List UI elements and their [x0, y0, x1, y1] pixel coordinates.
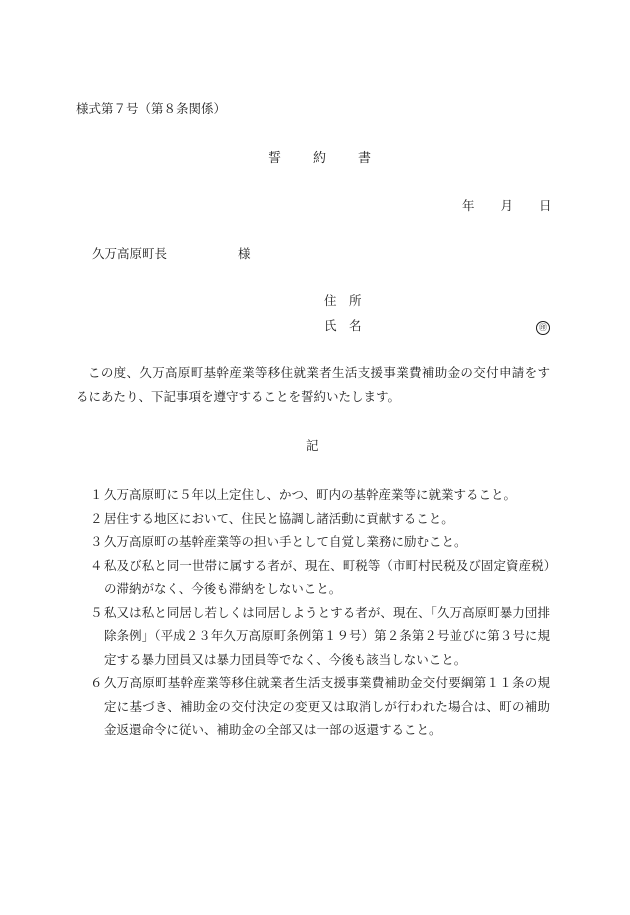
item-text: 久万高原町に５年以上定住し、かつ、町内の基幹産業等に就業すること。: [104, 487, 517, 502]
title-char-3: 書: [358, 151, 372, 166]
pledge-statement: この度、久万高原町基幹産業等移住就業者生活支援事業費補助金の交付申請をするにあたり、下記事項を遵守することを誓約いたします。: [76, 365, 550, 404]
item-text: 久万高原町の基幹産業等の担い手として自覚し業務に励むこと。: [104, 534, 467, 549]
date-year-label: 年: [462, 198, 475, 213]
pledge-item: [76, 483, 550, 507]
pledge-item: [76, 530, 550, 554]
seal-mark: [536, 320, 550, 335]
pledge-item: [76, 507, 550, 531]
item-number: ４: [90, 557, 103, 573]
pledge-item: [76, 554, 550, 601]
date-month-label: 月: [500, 198, 514, 213]
address-label: 住 所: [324, 293, 362, 308]
item-number: １: [90, 487, 103, 502]
item-number: ６: [90, 675, 103, 690]
seal-icon: ㊞: [536, 321, 550, 335]
addressee-name: 久万高原町長: [92, 246, 168, 261]
form-number: 様式第７号（第８条関係）: [76, 101, 227, 116]
title-char-1: 誓: [268, 151, 282, 166]
item-number: ２: [90, 510, 103, 526]
item-text: 私又は私と同居し若しくは同居しようとする者が、現在、「久万高原町暴力団排除条例」（平成２３年久万高原町条例第１９号）第２条第２号並びに第３号に規定する暴力団員又は暴力団員等でなく、今後も該当しないこと。: [104, 604, 550, 667]
name-label: 氏 名: [324, 318, 362, 333]
document-title: [268, 152, 371, 165]
note-heading: 記: [306, 438, 319, 453]
item-number: ３: [90, 534, 103, 549]
title-char-2: 約: [313, 151, 327, 166]
pledge-item: [76, 671, 550, 742]
addressee-honorific: 様: [238, 246, 251, 261]
date-line: [462, 200, 552, 213]
item-text: 私及び私と同一世帯に属する者が、現在、町税等（市町村民税及び固定資産税）の滞納がなく、今後も滞納をしないこと。: [104, 557, 550, 596]
pledge-item: [76, 601, 550, 672]
item-text: 久万高原町基幹産業等移住就業者生活支援事業費補助金交付要綱第１１条の規定に基づき、補助金の交付決定の変更又は取消しが行われた場合は、町の補助金返還命令に従い、補助金の全部又は一部の返還すること。: [104, 675, 550, 737]
item-number: ５: [90, 604, 103, 620]
pledge-items-list: [76, 483, 550, 742]
item-text: 居住する地区において、住民と協調し諸活動に貢献すること。: [104, 510, 454, 526]
date-day-label: 日: [539, 198, 552, 213]
